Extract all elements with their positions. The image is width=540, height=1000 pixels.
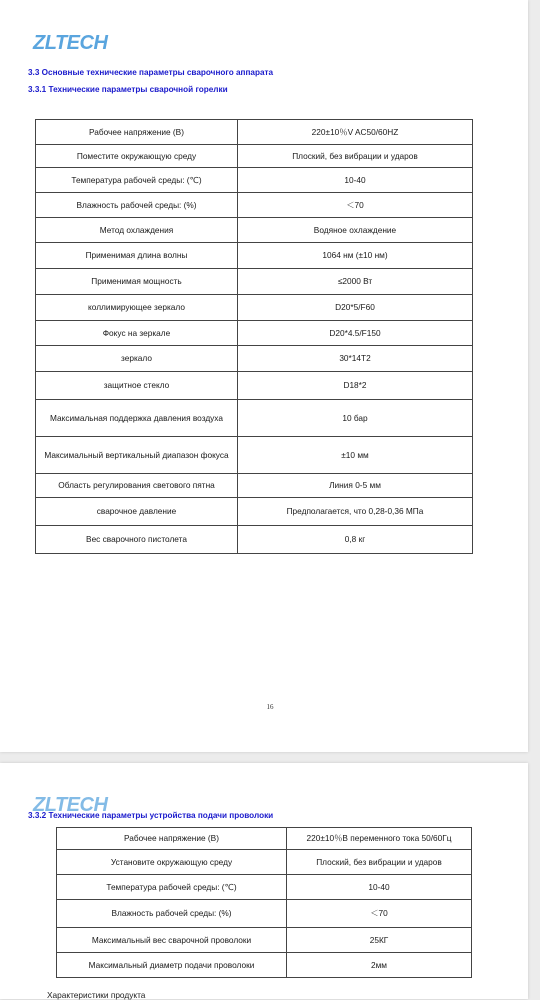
value-cell: 10-40 [287,875,472,900]
table-row [36,243,473,269]
section-title: 3.3 Основные технические параметры сварочного аппарата [28,68,274,77]
table-row [36,193,473,218]
value-cell: 25КГ [287,928,472,953]
parameter-cell: Температура рабочей среды: (℃) [57,875,287,900]
value-cell: ＜70 [238,193,473,218]
value-cell: 0,8 кг [238,526,473,554]
parameter-cell: Максимальная поддержка давления воздуха [36,400,238,437]
table-row [57,928,472,953]
table-row [36,168,473,193]
table-row [36,145,473,168]
page-number: 16 [266,703,274,711]
value-cell: 2мм [287,953,472,978]
value-cell: 1064 нм (±10 нм) [238,243,473,269]
torch-specs-table [35,119,473,554]
parameter-cell: Максимальный диаметр подачи проволоки [57,953,287,978]
value-cell: ≤2000 Вт [238,269,473,295]
table-row [36,474,473,498]
table-row [36,437,473,474]
parameter-cell: Влажность рабочей среды: (%) [57,900,287,928]
value-cell: 30*14T2 [238,346,473,372]
parameter-cell: Применимая мощность [36,269,238,295]
value-cell: D18*2 [238,372,473,400]
zltech-logo: ZLTECH [33,794,108,816]
table-row [57,828,472,850]
value-cell: Водяное охлаждение [238,218,473,243]
value-cell: ＜70 [287,900,472,928]
parameter-cell: защитное стекло [36,372,238,400]
parameter-cell: коллимирующее зеркало [36,295,238,321]
parameter-cell: Установите окружающую среду [57,850,287,875]
value-cell: 220±10％В переменного тока 50/60Гц [287,828,472,850]
parameter-cell: Влажность рабочей среды: (%) [36,193,238,218]
parameter-cell: Фокус на зеркале [36,321,238,346]
table-row [36,346,473,372]
value-cell: 220±10％V AC50/60HZ [238,120,473,145]
value-cell: Линия 0-5 мм [238,474,473,498]
table-row [36,218,473,243]
value-cell: Предполагается, что 0,28-0,36 МПа [238,498,473,526]
value-cell: Плоский, без вибрации и ударов [238,145,473,168]
value-cell: ±10 мм [238,437,473,474]
value-cell: D20*5/F60 [238,295,473,321]
parameter-cell: зеркало [36,346,238,372]
parameter-cell: сварочное давление [36,498,238,526]
parameter-cell: Область регулирования светового пятна [36,474,238,498]
value-cell: Плоский, без вибрации и ударов [287,850,472,875]
table-row [36,526,473,554]
parameter-cell: Рабочее напряжение (В) [36,120,238,145]
parameter-cell: Максимальный вертикальный диапазон фокуса [36,437,238,474]
parameter-cell: Максимальный вес сварочной проволоки [57,928,287,953]
table-row [36,321,473,346]
table-row [36,400,473,437]
table-row [57,850,472,875]
table-row [36,120,473,145]
parameter-cell: Метод охлаждения [36,218,238,243]
table-row [36,295,473,321]
table-row [36,269,473,295]
parameter-cell: Применимая длина волны [36,243,238,269]
zltech-logo: ZLTECH [33,32,108,54]
table-row [36,372,473,400]
wire-feeder-specs-table [56,827,472,978]
value-cell: D20*4.5/F150 [238,321,473,346]
next-heading: Характеристики продукта [47,990,146,1000]
subsection-title: 3.3.2 Технические параметры устройства подачи проволоки [28,811,274,820]
value-cell: 10-40 [238,168,473,193]
document-page-17 [0,763,528,999]
value-cell: 10 бар [238,400,473,437]
parameter-cell: Температура рабочей среды: (℃) [36,168,238,193]
subsection-title: 3.3.1 Технические параметры сварочной горелки [28,85,228,94]
parameter-cell: Вес сварочного пистолета [36,526,238,554]
table-row [36,498,473,526]
table-row [57,875,472,900]
table-row [57,953,472,978]
parameter-cell: Поместите окружающую среду [36,145,238,168]
parameter-cell: Рабочее напряжение (В) [57,828,287,850]
table-row [57,900,472,928]
